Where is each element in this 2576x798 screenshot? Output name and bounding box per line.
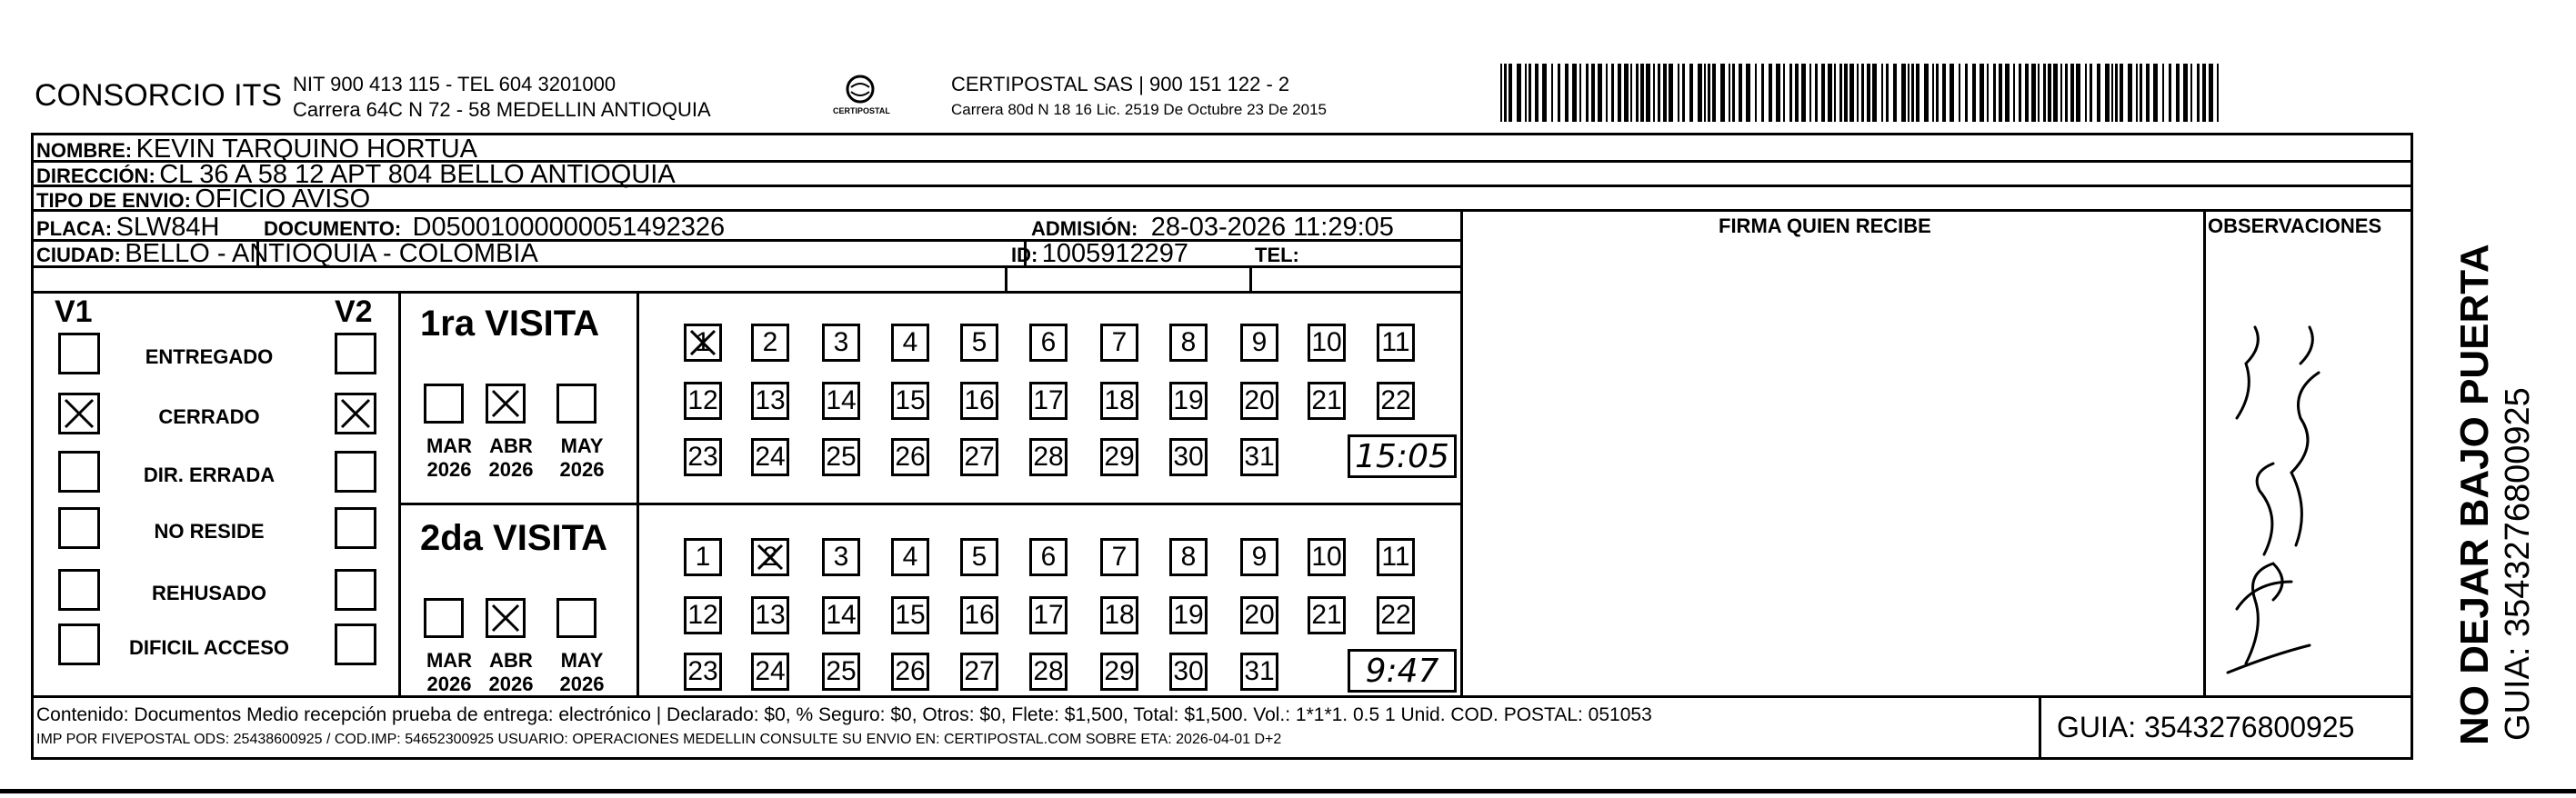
no-dejar-warning: NO DEJAR BAJO PUERTA [2452,244,2497,745]
day-cell[interactable] [751,324,789,362]
id-value: 1005912297 [1041,239,1189,268]
day-cell[interactable] [1100,324,1138,362]
day-cell[interactable] [891,653,929,691]
direccion-label: DIRECCIÓN: [36,165,155,187]
day-cell[interactable] [822,438,860,476]
day-number: 17 [1033,385,1064,415]
day-cell[interactable] [1377,324,1415,362]
day-cell[interactable] [1169,596,1208,634]
day-cell[interactable] [1029,324,1067,362]
day-number: 25 [826,656,857,686]
day-number: 18 [1104,385,1135,415]
imp-line: IMP POR FIVEPOSTAL ODS: 25438600925 / COD.IMP: 54652300925 USUARIO: OPERACIONES MEDELLIN CONSULTE SU ENVIO EN: CERTIPOSTAL.COM SOBRE ETA: 2026-04-01 D+2 [36,732,1282,747]
tipo-field [36,186,370,213]
day-number: 6 [1040,542,1057,572]
day-number: 24 [755,656,786,686]
day-number: 23 [687,442,718,472]
status-label: CERRADO [158,405,260,428]
month-label: MAY [560,649,604,672]
day-cell[interactable] [822,653,860,691]
month-checkbox[interactable] [486,598,526,638]
tipo-label: TIPO DE ENVIO: [36,189,191,212]
day-number: 7 [1111,327,1128,357]
day-cell[interactable] [891,382,929,420]
bottom-edge [0,789,2576,793]
day-cell[interactable] [1029,653,1067,691]
day-cell[interactable] [1377,382,1415,420]
day-number: 16 [964,600,995,630]
day-number: 30 [1173,656,1204,686]
day-number: 12 [687,385,718,415]
day-number: 21 [1311,385,1342,415]
day-cell[interactable] [1240,596,1278,634]
day-cell[interactable] [1377,596,1415,634]
day-cell[interactable] [1240,324,1278,362]
month-label: MAY [560,434,604,457]
day-number: 4 [902,327,918,357]
visit-title: 2da VISITA [420,518,607,558]
visit-time: 15:05 [1355,437,1449,475]
day-number: 13 [755,385,786,415]
status-label: NO RESIDE [154,520,265,543]
day-cell[interactable] [1100,596,1138,634]
v2-checkbox[interactable] [335,393,376,434]
day-number: 9 [1251,542,1268,572]
ciudad-label: CIUDAD: [36,244,121,266]
v1-checkbox[interactable] [58,333,100,374]
nombre-label: NOMBRE: [36,139,133,162]
day-cell[interactable] [1169,438,1208,476]
day-cell[interactable] [1240,653,1278,691]
id-label: ID: [1011,244,1038,266]
month-checkbox[interactable] [556,384,596,424]
admision-field [1031,214,1394,241]
day-number: 2 [762,542,778,572]
month-checkbox[interactable] [424,598,464,638]
x-mark-icon [337,395,374,432]
day-number: 14 [826,600,857,630]
courier-line: CERTIPOSTAL SAS | 900 151 122 - 2 [951,73,1290,95]
day-cell[interactable] [1240,382,1278,420]
day-number: 28 [1033,656,1064,686]
nombre-field [36,136,477,163]
month-checkbox[interactable] [424,384,464,424]
day-number: 24 [755,442,786,472]
day-cell[interactable] [684,596,722,634]
documento-field [264,214,725,241]
status-label: ENTREGADO [145,345,274,368]
day-cell[interactable] [1377,538,1415,576]
day-number: 11 [1381,327,1410,357]
v1-checkbox[interactable] [58,507,100,549]
day-number: 20 [1244,385,1275,415]
month-checkbox[interactable] [556,598,596,638]
day-cell[interactable] [684,538,722,576]
day-cell[interactable] [960,596,998,634]
month-label: MAR [426,434,473,457]
logo-text: CERTIPOSTAL [833,106,890,115]
day-cell[interactable] [1100,438,1138,476]
day-cell[interactable] [960,538,998,576]
day-number: 26 [895,442,926,472]
month-label: MAR [426,649,473,672]
v1-label: V1 [55,294,93,329]
v2-checkbox[interactable] [335,623,376,665]
day-cell[interactable] [751,438,789,476]
day-number: 2 [762,327,778,357]
x-mark-icon [754,541,787,574]
nombre-value: KEVIN TARQUINO HORTUA [135,135,478,164]
day-number: 29 [1104,442,1135,472]
day-number: 10 [1311,327,1342,357]
day-cell[interactable] [1029,438,1067,476]
day-number: 22 [1380,385,1411,415]
day-number: 10 [1311,542,1342,572]
ciudad-value: BELLO - ANTIOQUIA - COLOMBIA [125,239,538,268]
day-number: 19 [1173,385,1204,415]
day-number: 8 [1180,542,1197,572]
day-cell[interactable] [684,653,722,691]
v2-checkbox[interactable] [335,507,376,549]
x-mark-icon [687,326,719,359]
observaciones-label: OBSERVACIONES [2208,214,2382,237]
ciudad-field [36,241,538,267]
day-cell[interactable] [891,324,929,362]
id-field [1011,241,1188,267]
admision-label: ADMISIÓN: [1031,217,1138,240]
day-number: 13 [755,600,786,630]
placa-field [36,214,219,241]
day-cell[interactable] [1308,596,1346,634]
day-cell[interactable] [960,324,998,362]
day-cell[interactable] [684,438,722,476]
day-number: 21 [1311,600,1342,630]
direccion-value: CL 36 A 58 12 APT 804 BELLO ANTIOQUIA [159,160,676,189]
day-number: 17 [1033,600,1064,630]
day-number: 12 [687,600,718,630]
day-cell[interactable] [891,438,929,476]
x-mark-icon [488,601,523,635]
day-number: 25 [826,442,857,472]
day-cell[interactable] [822,538,860,576]
day-cell[interactable] [891,538,929,576]
day-cell[interactable] [684,324,722,362]
day-number: 1 [695,327,711,357]
admision-value: 28-03-2026 11:29:05 [1150,213,1394,242]
year-label: 2026 [488,673,534,695]
placa-label: PLACA: [36,217,113,240]
day-number: 9 [1251,327,1268,357]
day-number: 31 [1244,656,1275,686]
day-number: 26 [895,656,926,686]
tel-field [1255,245,1299,265]
day-number: 15 [895,600,926,630]
month-label: ABR [489,434,533,457]
vertical-guia: GUIA: 3543276800925 [2499,387,2537,741]
day-cell[interactable] [1100,653,1138,691]
day-cell[interactable] [1169,324,1208,362]
day-cell[interactable] [822,596,860,634]
v1-checkbox[interactable] [58,569,100,611]
day-cell[interactable] [1240,538,1278,576]
nit-line: NIT 900 413 115 - TEL 604 3201000 [293,73,616,95]
documento-label: DOCUMENTO: [264,217,402,240]
day-cell[interactable] [751,653,789,691]
day-cell[interactable] [960,382,998,420]
guia-box: GUIA: 3543276800925 [2057,711,2355,743]
visit-title: 1ra VISITA [420,304,600,344]
v1-checkbox[interactable] [58,451,100,493]
day-number: 29 [1104,656,1135,686]
v1-checkbox[interactable] [58,623,100,665]
day-number: 5 [971,542,987,572]
day-cell[interactable] [1100,538,1138,576]
v2-checkbox[interactable] [335,569,376,611]
time-box [1348,649,1457,693]
day-number: 27 [964,656,995,686]
barcode-icon [1500,64,2223,122]
day-cell[interactable] [1308,382,1346,420]
license-line: Carrera 80d N 18 16 Lic. 2519 De Octubre 23 De 2015 [951,101,1327,118]
year-label: 2026 [426,673,472,695]
day-cell[interactable] [1029,382,1067,420]
year-label: 2026 [559,458,605,481]
day-cell[interactable] [960,438,998,476]
day-number: 5 [971,327,987,357]
day-cell[interactable] [751,382,789,420]
year-label: 2026 [426,458,472,481]
day-number: 4 [902,542,918,572]
day-cell[interactable] [891,596,929,634]
status-label: DIFICIL ACCESO [128,636,289,659]
day-number: 20 [1244,600,1275,630]
day-number: 27 [964,442,995,472]
day-number: 19 [1173,600,1204,630]
x-mark-icon [488,386,523,421]
day-cell[interactable] [822,324,860,362]
day-number: 23 [687,656,718,686]
day-number: 22 [1380,600,1411,630]
firma-label: FIRMA QUIEN RECIBE [1719,214,1931,237]
company-name: CONSORCIO ITS [35,78,283,113]
day-number: 18 [1104,600,1135,630]
visit-time: 9:47 [1365,652,1439,690]
day-cell[interactable] [960,653,998,691]
day-cell[interactable] [1240,438,1278,476]
year-label: 2026 [559,673,605,695]
day-cell[interactable] [1308,538,1346,576]
day-cell[interactable] [684,382,722,420]
v2-checkbox[interactable] [335,451,376,493]
month-checkbox[interactable] [486,384,526,424]
v1-checkbox[interactable] [58,393,100,434]
status-label: DIR. ERRADA [143,464,276,486]
observation-handwriting [2210,309,2346,691]
day-cell[interactable] [1308,324,1346,362]
day-number: 16 [964,385,995,415]
day-number: 30 [1173,442,1204,472]
day-number: 1 [695,542,711,572]
tel-label: TEL: [1255,244,1299,266]
day-number: 31 [1244,442,1275,472]
day-number: 7 [1111,542,1128,572]
status-label: REHUSADO [152,582,266,604]
documento-value: D05001000000051492326 [412,213,726,242]
day-cell[interactable] [1029,538,1067,576]
day-number: 6 [1040,327,1057,357]
tipo-value: OFICIO AVISO [195,185,371,214]
time-box [1348,434,1457,478]
day-cell[interactable] [1169,653,1208,691]
day-cell[interactable] [1029,596,1067,634]
placa-value: SLW84H [115,213,220,242]
day-cell[interactable] [1169,382,1208,420]
address-line: Carrera 64C N 72 - 58 MEDELLIN ANTIOQUIA [293,98,711,121]
v2-checkbox[interactable] [335,333,376,374]
day-cell[interactable] [1169,538,1208,576]
day-cell[interactable] [751,596,789,634]
day-number: 28 [1033,442,1064,472]
day-number: 3 [833,542,849,572]
day-cell[interactable] [822,382,860,420]
day-number: 3 [833,327,849,357]
v2-label: V2 [335,294,373,329]
contenido-line: Contenido: Documentos Medio recepción prueba de entrega: electrónico | Declarado: $0, % Seguro: $0, Otros: $0, Flete: $1,500, Total: $1,500. Vol.: 1*1*1. 0.5 1 Unid. COD. POSTAL: 051053 [36,704,1652,725]
year-label: 2026 [488,458,534,481]
day-cell[interactable] [1100,382,1138,420]
day-number: 8 [1180,327,1197,357]
day-number: 11 [1381,542,1410,572]
day-cell[interactable] [751,538,789,576]
day-number: 14 [826,385,857,415]
x-mark-icon [61,395,97,432]
month-label: ABR [489,649,533,672]
day-number: 15 [895,385,926,415]
